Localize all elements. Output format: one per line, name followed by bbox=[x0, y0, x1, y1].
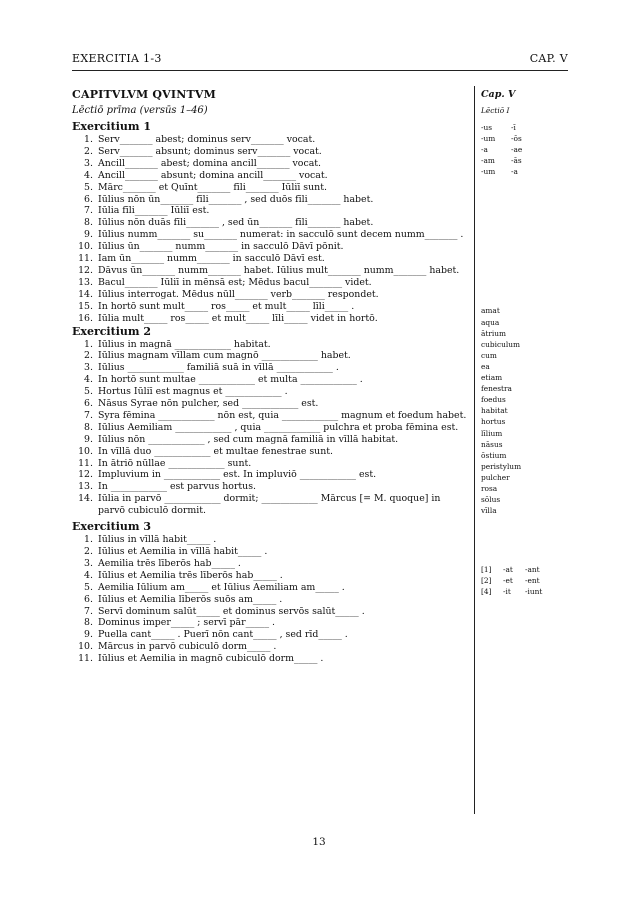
exercises bbox=[72, 120, 470, 665]
item-number: 8. bbox=[84, 217, 93, 229]
item-number: 7. bbox=[84, 205, 93, 217]
item-number: 10. bbox=[78, 641, 93, 653]
item-number: 14. bbox=[78, 288, 93, 300]
conjugation-class: [2] bbox=[481, 576, 492, 586]
margin-lectio: Lēctiō I bbox=[481, 106, 510, 115]
ending-row bbox=[481, 133, 571, 144]
exercise-item bbox=[72, 606, 470, 618]
item-text: Iūlius Aemiliam ____________ , quia ____________ pulchra et proba fēmina est. bbox=[98, 421, 459, 433]
exercise-item bbox=[72, 301, 470, 313]
item-text: Serv_______ abest; dominus serv_______ vocat. bbox=[98, 134, 316, 145]
column-divider bbox=[474, 86, 475, 814]
item-number: 11. bbox=[78, 653, 93, 665]
item-text: Bacul_______ Iūliī in mēnsā est; Mēdus bacul_______ videt. bbox=[98, 276, 372, 288]
item-text: Iūlius nōn ūn_______ fīli_______ , sed duōs fīli_______ habet. bbox=[98, 193, 374, 205]
item-text: Servī dominum salūt_____ et dominus servōs salūt_____ . bbox=[98, 605, 365, 617]
exercise-item bbox=[72, 350, 470, 362]
item-number: 11. bbox=[78, 457, 93, 469]
item-text: Impluvium in ____________ est. In impluviō ____________ est. bbox=[98, 469, 377, 481]
vocab-word: hortus bbox=[481, 417, 506, 427]
item-text: Serv_______ absunt; dominus serv_______ vocat. bbox=[98, 145, 322, 157]
exercise-item bbox=[72, 205, 470, 217]
item-text: Iūlius et Aemilia līberōs suōs am_____ . bbox=[98, 593, 283, 605]
conjugation-row bbox=[481, 564, 571, 575]
header-left: EXERCITIA 1-3 bbox=[72, 52, 162, 65]
exercise-item bbox=[72, 362, 470, 374]
item-number: 9. bbox=[84, 433, 93, 445]
exercise-section bbox=[72, 325, 470, 518]
chapter-title: CAPITVLVM QVINTVM bbox=[72, 88, 217, 101]
vocab-word: vīlla bbox=[481, 506, 497, 516]
conjugation-class: [1] bbox=[481, 565, 492, 575]
vocab-word: peristylum bbox=[481, 461, 522, 471]
item-number: 5. bbox=[84, 581, 93, 593]
item-text: Iūlius ____________ familiā suā in vīllā ____________ . bbox=[98, 362, 339, 374]
vocab-word: fenestra bbox=[481, 384, 512, 394]
item-number: 9. bbox=[84, 629, 93, 641]
exercise-item bbox=[72, 582, 470, 594]
ending-plural: -ās bbox=[511, 156, 522, 166]
exercise-item bbox=[72, 146, 470, 158]
item-text: Nāsus Syrae nōn pulcher, sed ____________ est. bbox=[98, 398, 319, 410]
exercise-section bbox=[72, 120, 470, 325]
exercise-item bbox=[72, 253, 470, 265]
exercise-item bbox=[72, 469, 470, 481]
item-text: Iūlia mult_____ ros_____ et mult_____ līli_____ videt in hortō. bbox=[98, 312, 378, 324]
ending-plural: -ae bbox=[511, 145, 523, 155]
item-number: 4. bbox=[84, 569, 93, 581]
exercise-item bbox=[72, 629, 470, 641]
item-text: Iūlius et Aemilia trēs līberōs hab_____ . bbox=[98, 569, 283, 581]
exercise-title: Exercitium 2 bbox=[72, 324, 151, 338]
exercise-item bbox=[72, 386, 470, 398]
item-text: Aemilia trēs līberōs hab_____ . bbox=[98, 557, 241, 569]
item-text: Ancill_______ abest; domina ancill_______ vocat. bbox=[98, 157, 322, 169]
item-number: 4. bbox=[84, 169, 93, 181]
lectio-heading: Lēctiō prīma (versūs 1–46) bbox=[72, 105, 208, 116]
exercise-item bbox=[72, 546, 470, 558]
conjugation-row bbox=[481, 575, 571, 586]
running-header bbox=[72, 52, 568, 68]
item-text: Ancill_______ absunt; domina ancill_______ vocat. bbox=[98, 169, 328, 181]
item-number: 11. bbox=[78, 253, 93, 265]
exercise-item bbox=[72, 313, 470, 325]
exercise-title: Exercitium 3 bbox=[72, 520, 151, 534]
ending-plural: -ī bbox=[511, 123, 516, 132]
item-number: 16. bbox=[78, 312, 93, 324]
exercise-item bbox=[72, 170, 470, 182]
ending-plural: -iunt bbox=[525, 587, 543, 597]
exercise-item bbox=[72, 339, 470, 351]
exercise-item bbox=[72, 446, 470, 458]
item-text: Mārc_______ et Quīnt_______ fīli_______ Iūliī sunt. bbox=[98, 181, 327, 193]
ending-row bbox=[481, 166, 571, 177]
vocab-word: habitat bbox=[481, 406, 508, 416]
item-text: Iūlius interrogat. Mēdus nūll_______ verb_______ respondet. bbox=[98, 288, 379, 300]
item-number: 6. bbox=[84, 593, 93, 605]
item-number: 7. bbox=[84, 605, 93, 617]
exercise-item bbox=[72, 217, 470, 229]
exercise-item bbox=[72, 594, 470, 606]
margin-column bbox=[481, 88, 571, 598]
item-text: Iam ūn_______ numm_______ in sacculō Dāvī est. bbox=[98, 253, 325, 265]
ending-plural: -ent bbox=[525, 576, 540, 586]
item-number: 10. bbox=[78, 241, 93, 253]
page-number: 13 bbox=[312, 836, 326, 848]
exercise-title: Exercitium 1 bbox=[72, 120, 151, 133]
vocab-word: nāsus bbox=[481, 439, 503, 449]
item-number: 13. bbox=[78, 481, 93, 493]
item-number: 12. bbox=[78, 469, 93, 481]
item-number: 5. bbox=[84, 386, 93, 398]
item-number: 2. bbox=[84, 546, 93, 557]
item-text: Iūlius numm_______ su_______ numerat: in sacculō sunt decem numm_______ . bbox=[98, 229, 464, 241]
exercise-item bbox=[72, 241, 470, 253]
item-text: In hortō sunt mult_____ ros_____ et mult_____ līli_____ . bbox=[98, 300, 355, 312]
ending-singular: -at bbox=[503, 565, 513, 575]
item-text: Dāvus ūn_______ numm_______ habet. Iūlius mult_______ numm_______ habet. bbox=[98, 264, 460, 276]
vocab-word: cubiculum bbox=[481, 339, 521, 349]
item-text: Hortus Iūliī est magnus et ____________ . bbox=[98, 386, 288, 398]
conjugation-table bbox=[481, 564, 571, 597]
exercise-item bbox=[72, 493, 470, 505]
item-number: 2. bbox=[84, 350, 93, 362]
vocab-word: cum bbox=[481, 350, 497, 360]
item-number: 2. bbox=[84, 145, 93, 157]
ending-singular: -et bbox=[503, 576, 513, 586]
item-number: 3. bbox=[84, 362, 93, 374]
exercise-item bbox=[72, 558, 470, 570]
vocab-word: sōlus bbox=[481, 495, 501, 505]
exercise-item bbox=[72, 422, 470, 434]
item-number: 6. bbox=[84, 193, 93, 205]
item-number: 8. bbox=[84, 617, 93, 629]
item-text: In vīllā duo ____________ et multae fenestrae sunt. bbox=[98, 445, 333, 457]
conjugation-class: [4] bbox=[481, 587, 492, 597]
item-text: Iūlius in magnā ____________ habitat. bbox=[98, 338, 271, 350]
ending-singular: -um bbox=[481, 167, 496, 177]
item-number: 3. bbox=[84, 557, 93, 569]
item-text: In ātriō nūllae ____________ sunt. bbox=[98, 457, 252, 469]
item-text: Iūlius et Aemilia in magnō cubiculō dorm_____ . bbox=[98, 653, 324, 665]
vocab-word: amat bbox=[481, 306, 500, 316]
ending-row bbox=[481, 144, 571, 155]
item-text: Iūlius nōn ____________ , sed cum magnā familiā in vīllā habitat. bbox=[98, 433, 399, 445]
exercise-item bbox=[72, 398, 470, 410]
exercise-item bbox=[72, 265, 470, 277]
ending-plural: -a bbox=[511, 167, 518, 177]
exercise-item bbox=[72, 458, 470, 470]
margin-chapter: Cap. V bbox=[481, 89, 516, 100]
item-number: 13. bbox=[78, 276, 93, 288]
item-continuation: parvō cubiculō dormit. bbox=[98, 505, 206, 517]
header-rule bbox=[72, 70, 568, 71]
item-number: 1. bbox=[84, 134, 93, 145]
item-number: 4. bbox=[84, 374, 93, 386]
item-text: Mārcus in parvō cubiculō dorm_____ . bbox=[98, 641, 277, 653]
ending-singular: -it bbox=[503, 587, 511, 597]
item-text: Aemilia Iūlium am_____ et Iūlius Aemiliam am_____ . bbox=[98, 581, 345, 593]
item-text: Iūlius nōn duās fīli_______ , sed ūn_______ fīli_______ habet. bbox=[98, 217, 374, 229]
exercise-item bbox=[72, 570, 470, 582]
ending-singular: -am bbox=[481, 156, 495, 166]
ending-table bbox=[481, 122, 571, 177]
main-column bbox=[72, 88, 470, 665]
exercise-item bbox=[72, 410, 470, 422]
item-number: 7. bbox=[84, 409, 93, 421]
ending-singular: -us bbox=[481, 123, 493, 132]
exercise-item bbox=[72, 277, 470, 289]
vocab-word: līlium bbox=[481, 428, 503, 438]
vocab-word: ea bbox=[481, 361, 490, 371]
item-number: 15. bbox=[78, 300, 93, 312]
item-text: Iūlia in parvō ____________ dormit; ____________ Mārcus [= M. quoque] in bbox=[98, 493, 441, 505]
item-text: Iūlius et Aemilia in vīllā habit_____ . bbox=[98, 546, 268, 557]
item-number: 1. bbox=[84, 338, 93, 350]
exercise-item bbox=[72, 194, 470, 206]
ending-plural: -ant bbox=[525, 565, 540, 575]
ending-singular: -um bbox=[481, 134, 496, 144]
item-text: Iūlius magnam vīllam cum magnō ____________ habet. bbox=[98, 350, 351, 362]
exercise-item bbox=[72, 229, 470, 241]
exercise-item bbox=[72, 534, 470, 546]
exercise-item bbox=[72, 289, 470, 301]
exercise-item bbox=[72, 641, 470, 653]
item-text: In ____________ est parvus hortus. bbox=[98, 481, 257, 493]
vocab-list bbox=[481, 305, 571, 516]
vocab-word: ātrium bbox=[481, 328, 507, 338]
item-number: 1. bbox=[84, 534, 93, 546]
exercise-item bbox=[72, 434, 470, 446]
vocab-word: aqua bbox=[481, 317, 500, 327]
item-text: Iūlius ūn_______ numm_______ in sacculō Dāvī pōnit. bbox=[98, 241, 344, 253]
item-text: Iūlius in vīllā habit_____ . bbox=[98, 534, 217, 546]
item-number: 5. bbox=[84, 181, 93, 193]
exercise-section bbox=[72, 520, 470, 665]
item-number: 9. bbox=[84, 229, 93, 241]
item-number: 3. bbox=[84, 157, 93, 169]
header-right: CAP. V bbox=[529, 52, 568, 65]
item-number: 8. bbox=[84, 421, 93, 433]
exercise-item bbox=[72, 481, 470, 493]
exercise-item bbox=[72, 158, 470, 170]
exercise-item bbox=[72, 134, 470, 146]
ending-row bbox=[481, 155, 571, 166]
exercise-item bbox=[72, 374, 470, 386]
vocab-word: foedus bbox=[481, 395, 506, 405]
exercise-item bbox=[72, 617, 470, 629]
item-number: 14. bbox=[78, 493, 93, 505]
conjugation-row bbox=[481, 586, 571, 597]
vocab-word: ōstium bbox=[481, 450, 507, 460]
vocab-word: rosa bbox=[481, 483, 498, 493]
vocab-word: etiam bbox=[481, 373, 503, 383]
item-number: 12. bbox=[78, 264, 93, 276]
item-text: Dominus imper_____ ; servī pār_____ . bbox=[98, 617, 275, 629]
ending-row bbox=[481, 122, 571, 133]
ending-singular: -a bbox=[481, 145, 488, 155]
item-text: Syra fēmina ____________ nōn est, quia ____________ magnum et foedum habet. bbox=[98, 409, 467, 421]
exercise-item bbox=[72, 653, 470, 665]
ending-plural: -ōs bbox=[511, 134, 522, 144]
item-number: 10. bbox=[78, 445, 93, 457]
item-text: Puella cant_____ . Puerī nōn cant_____ , sed rīd_____ . bbox=[98, 629, 348, 641]
vocab-word: pulcher bbox=[481, 472, 510, 482]
item-number: 6. bbox=[84, 398, 93, 410]
exercise-item bbox=[72, 182, 470, 194]
item-text: Iūlia fīli_______ Iūliī est. bbox=[98, 205, 210, 217]
item-text: In hortō sunt multae ____________ et multa ____________ . bbox=[98, 374, 363, 386]
